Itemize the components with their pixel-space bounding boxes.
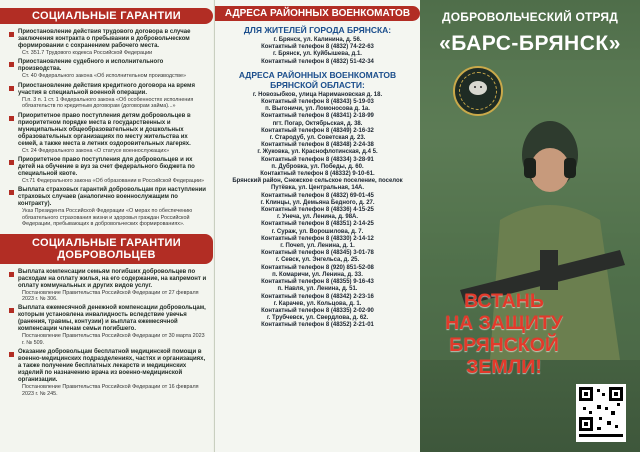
phone-line: Контактный телефон 8 (48341) 2-18-99 — [261, 113, 374, 120]
address-entry — [221, 257, 414, 271]
guarantee-legal-ref: П.п. 3 п. 1 ст. 1 Федерального закона «Об особенностях исполнения обязательств по кредитным договорам (договорам займа)...» — [22, 96, 194, 110]
guarantee-item — [8, 113, 207, 154]
address-entry — [221, 106, 414, 120]
address-line: г. Сураж, ул. Ворошилова, д. 7. — [271, 228, 364, 235]
qr-code-icon — [579, 387, 623, 439]
region-title — [221, 70, 414, 90]
address-entry — [221, 149, 414, 163]
guarantee-legal-ref: Ст. 24 Федерального закона «О статусе военнослужащих» — [22, 147, 170, 154]
address-entry — [221, 164, 414, 178]
phone-line: Контактный телефон 8 (48332) 9-10-61. — [260, 171, 375, 178]
address-line: г. Стародуб, ул. Советская д. 23. — [269, 135, 366, 142]
guarantee-legal-ref: Ст.71 Федерального закона «Об образовании в Российской Федерации» — [22, 178, 204, 185]
phone-line: Контактный телефон 8 (48348) 2-24-38 — [261, 142, 374, 149]
address-entry — [221, 315, 414, 329]
guarantee-text: Выплата ежемесячной денежной компенсации добровольцам, которым установлена инвалидность вследствие увечья (ранения, травмы, контузии) и выплата ежемесячной компенсации членам семьи погибшего. — [18, 305, 206, 333]
address-line: г. Почеп, ул. Ленина, д. 1. — [280, 243, 355, 250]
slogan-line: ВСТАНЬ — [464, 290, 544, 312]
guarantee-item — [8, 187, 207, 227]
guarantee-legal-ref: Постановление Правительства Российской Федерации от 30 марта 2023 г. № 509. — [22, 333, 205, 346]
guarantee-legal-ref: Ст. 40 Федерального закона «Об исполнительном производстве» — [22, 73, 186, 80]
address-entry — [221, 92, 414, 106]
phone-line: Контактный телефон 8 (48343) 5-19-03 — [261, 99, 374, 106]
address-entry — [221, 214, 414, 228]
address-line: г. Карачев, ул. Кольцова, д. 1. — [273, 300, 362, 307]
address-entry — [221, 51, 414, 65]
guarantee-text: Приоритетное право поступления детям добровольцев в приоритетном порядке места в государственных и муниципальных общеобразовательных и дошкольных образовательных организациях по месту жительства их семей, а также места в летних оздоровительных лагерях. — [18, 112, 191, 147]
address-line: г. Клинцы, ул. Демьяна Бедного, д. 27. — [260, 199, 375, 206]
address-line: г. Севск, ул. Энгельса, д. 25. — [275, 257, 360, 264]
guarantee-item — [8, 83, 207, 110]
phone-line: Контактный телефон 8 (48345) 3-01-78 — [261, 250, 374, 257]
phone-line: Контактный телефон 8 (4832) 69-01-45 — [261, 192, 374, 199]
address-line: г. Трубчевск, ул. Свердлова, д. 62. — [266, 315, 369, 322]
guarantee-item — [8, 349, 207, 397]
address-line: п. Дубровка, ул. Победы, д. 60. — [271, 163, 364, 170]
address-line: Брянский район, Снежское сельское поселение, поселок Путёвка, ул. Центральная, 14А. — [232, 178, 403, 192]
guarantee-text: Оказание добровольцам бесплатной медицинской помощи в военно-медицинских подразделениях, частях и организациях, а также получение бесплатных лекарств и медицинских изделий по назначению врача из военно-медицинской организации. — [18, 349, 206, 384]
region-address-list — [221, 92, 414, 330]
region-title-line2: БРЯНСКОЙ ОБЛАСТИ: — [270, 79, 365, 90]
phone-line: Контактный телефон 8 (48335) 2-02-90 — [261, 307, 374, 314]
guarantee-legal-ref: Постановление Правительства Российской Федерации от 16 февраля 2023 г. № 245. — [22, 384, 199, 397]
slogan-line: НА ЗАЩИТУ — [445, 312, 563, 334]
phone-line: Контактный телефон 8 (48349) 2-16-32 — [261, 127, 374, 134]
phone-line: Контактный телефон 8 (48330) 2-14-12 — [261, 235, 374, 242]
guarantee-item — [8, 269, 207, 303]
address-entry — [221, 121, 414, 135]
region-title-line1: АДРЕСА РАЙОННЫХ ВОЕНКОМАТОВ — [238, 69, 397, 80]
address-entry — [221, 286, 414, 300]
addresses-heading: АДРЕСА РАЙОННЫХ ВОЕНКОМАТОВ — [215, 6, 420, 21]
address-line: п. Выгоничи, ул. Ломоносова д. 1а. — [265, 106, 370, 113]
address-entry — [221, 178, 414, 200]
phone-line: Контактный телефон 8 (48351) 2-14-25 — [261, 221, 374, 228]
guarantee-item — [8, 29, 207, 56]
phone-line: Контактный телефон 8 (48352) 2-21-01 — [261, 322, 374, 329]
phone-line: Контактный телефон 8 (48342) 2-23-16 — [261, 293, 374, 300]
phone-line: Контактный телефон 8 (4832) 74-22-63 — [261, 44, 374, 51]
city-address-list — [221, 37, 414, 66]
guarantee-text: Приостановление действия трудового договора в случае заключения контракта о пребывании в добровольческом формировании с сохранением рабочего места. — [18, 29, 191, 49]
address-entry — [221, 272, 414, 286]
guarantee-text: Выплата страховых гарантий добровольцам при наступлении страховых случаев (аналогично военнослужащим по контракту). — [18, 187, 206, 208]
phone-line: Контактный телефон 8 (4832) 51-42-34 — [261, 58, 374, 65]
address-entry — [221, 200, 414, 214]
city-title: ДЛЯ ЖИТЕЛЕЙ ГОРОДА БРЯНСКА: — [243, 25, 392, 35]
guarantee-item — [8, 157, 207, 184]
unit-name: «БАРС-БРЯНСК» — [439, 32, 621, 55]
address-entry — [221, 135, 414, 149]
volunteer-guarantees-heading — [0, 234, 213, 264]
address-entry — [221, 301, 414, 315]
cover-panel — [420, 0, 640, 452]
guarantee-legal-ref: Ст. 351.7 Трудового кодекса Российской Федерации — [22, 50, 153, 56]
phone-line: Контактный телефон 8 (920) 851-52-08 — [261, 264, 374, 271]
address-line: п. Навля, ул. Ленина, д. 51. — [277, 286, 358, 293]
volunteer-heading-line2: ДОБРОВОЛЬЦЕВ — [57, 248, 156, 261]
address-entry — [221, 37, 414, 51]
address-entry — [221, 229, 414, 243]
slogan-line: БРЯНСКОЙ — [449, 334, 559, 356]
addresses-panel — [214, 0, 420, 452]
address-line: г. Брянск, ул. Калинина, д. 56. — [273, 37, 362, 43]
guarantee-item — [8, 305, 207, 346]
guarantees-panel — [0, 0, 213, 452]
address-line: г. Жуковка, ул. Краснофлотинская, д.4 5. — [257, 149, 378, 156]
phone-line: Контактный телефон 8 (48355) 9-16-43 — [261, 279, 374, 286]
phone-line: Контактный телефон 8 (48336) 4-15-25 — [261, 207, 374, 214]
guarantee-text: Приостановление действия кредитного договора на время участия в специальной военной операции. — [18, 82, 195, 96]
slogan — [434, 290, 574, 378]
guarantees-heading: СОЦИАЛЬНЫЕ ГАРАНТИИ — [0, 8, 213, 24]
guarantee-text: Приоритетное право поступления для добровольцев и их детей на обучение в вуз за счет федерального бюджета по специальной квоте. — [18, 157, 195, 178]
volunteer-heading-line1: СОЦИАЛЬНЫЕ ГАРАНТИИ — [32, 236, 181, 249]
address-line: пгт. Погар, Октябрьская, д. 38. — [272, 120, 363, 127]
guarantees-list — [8, 29, 207, 228]
unit-title: ДОБРОВОЛЬЧЕСКИЙ ОТРЯД — [442, 10, 618, 24]
guarantee-legal-ref: Постановление Правительства Российской Федерации от 27 февраля 2023 г. № 306. — [22, 289, 199, 303]
guarantee-text: Выплата компенсации семьям погибших добровольцев по расходам на оплату жилья, на его содержание, на капремонт и оплату коммунальных и других видов услуг. — [18, 268, 207, 289]
volunteer-guarantees-list — [8, 269, 207, 397]
slogan-line: ЗЕМЛИ! — [466, 356, 542, 378]
qr-code[interactable] — [576, 384, 626, 442]
guarantee-item — [8, 59, 207, 79]
leopard-icon — [455, 68, 501, 114]
guarantee-legal-ref: Указ Президента Российской Федерации «О мерах по обеспечению обязательного страхования жизни и здоровья граждан Российской Федерации, пребывающих в добровольческих формированиях». — [22, 208, 193, 228]
phone-line: Контактный телефон 8 (48334) 3-28-91 — [261, 156, 374, 163]
address-line: п. Комаричи, ул. Ленина, д. 33. — [272, 271, 363, 278]
bars-emblem-logo — [453, 66, 503, 116]
address-entry — [221, 243, 414, 257]
address-line: г. Унеча, ул. Ленина, д. 98А. — [276, 214, 359, 221]
address-line: г. Новозыбков, улица Наримановская д. 18. — [252, 91, 383, 98]
guarantee-text: Приостановление судебного и исполнительного производства. — [18, 59, 164, 73]
address-line: г. Брянск, ул. Куйбышева, д.1. — [273, 51, 362, 58]
